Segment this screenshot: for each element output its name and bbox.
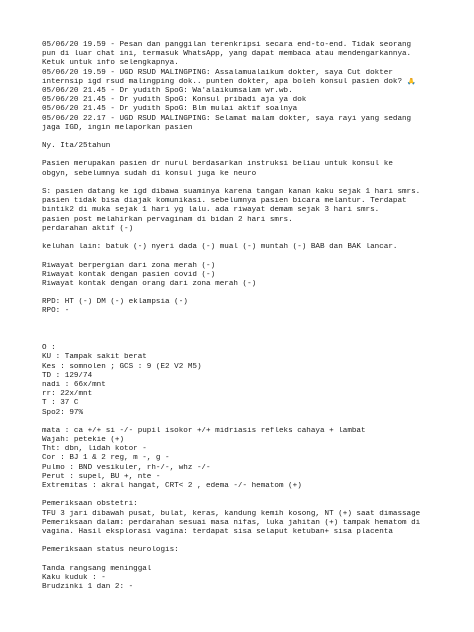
meningeal-signs-line: Kaku kuduk : - bbox=[42, 573, 106, 582]
objective-line: O : bbox=[42, 344, 56, 353]
paragraph-gap bbox=[42, 179, 458, 188]
neuro-exam-line: Pemeriksaan status neurologis: bbox=[42, 546, 179, 555]
chat-line: 05/06/20 21.45 - Dr yudith SpoG: Konsul pribadi aja ya dok bbox=[42, 96, 307, 105]
physical-exam-line: Perut : supel, BU +, nte - bbox=[42, 472, 161, 481]
chat-line: 05/06/20 22.17 - UGD RSUD MALINGPING: Selamat malam dokter, saya rayi yang sedang bbox=[42, 114, 412, 123]
spacer-section bbox=[42, 326, 458, 335]
chat-line: pun di luar chat ini, termasuk WhatsApp, yang dapat membaca atau mendengarkannya. bbox=[42, 50, 412, 59]
objective-line: nadi : 66x/mnt bbox=[42, 380, 106, 389]
objective-line: KU : Tampak sakit berat bbox=[42, 353, 147, 362]
paragraph-gap bbox=[42, 234, 458, 243]
subjective-line: perdarahan aktif (-) bbox=[42, 224, 134, 233]
exposure-history-line: Riwayat berpergian dari zona merah (-) bbox=[42, 261, 216, 270]
paragraph-gap bbox=[42, 491, 458, 500]
chat-line: internsip igd rsud malingping dok.. punten dokter, apa boleh konsul pasien dok? 🙏 bbox=[42, 77, 417, 86]
meningeal-signs-section bbox=[42, 565, 458, 593]
physical-exam-line: Pulmo : BND vesikuler, rh-/-, whz -/- bbox=[42, 463, 211, 472]
chat-line: Ketuk untuk info selengkapnya. bbox=[42, 59, 179, 68]
objective-line: Spo2: 97% bbox=[42, 408, 84, 417]
exposure-history-line: Riwayat kontak dengan pasien covid (-) bbox=[42, 270, 216, 279]
meningeal-signs-line: Brudzinki 1 dan 2: - bbox=[42, 583, 134, 592]
physical-exam-line: Wajah: petekie (+) bbox=[42, 436, 125, 445]
objective-line: TD : 129/74 bbox=[42, 371, 93, 380]
physical-exam-line: mata : ca +/+ si -/- pupil isokor +/+ midriasis refleks cahaya + lambat bbox=[42, 426, 366, 435]
obstetric-exam-line: TFU 3 jari dibawah pusat, bulat, keras, kandung kemih kosong, NT (+) saat dimassage bbox=[42, 509, 421, 518]
paragraph-gap bbox=[42, 335, 458, 344]
objective-line: Kes : somnolen ; GCS : 9 (E2 V2 M5) bbox=[42, 362, 202, 371]
subjective-line: bintik2 di muka sejak 1 hari yg lalu. ada riwayat demam sejak 3 hari smrs. bbox=[42, 206, 380, 215]
past-history-line: RPD: HT (-) DM (-) eklampsia (-) bbox=[42, 298, 188, 307]
paragraph-gap bbox=[42, 556, 458, 565]
chat-section bbox=[42, 41, 458, 133]
objective-line: rr: 22x/mnt bbox=[42, 390, 93, 399]
neuro-exam-section bbox=[42, 546, 458, 555]
background-section bbox=[42, 160, 458, 178]
spacer-line bbox=[42, 326, 458, 335]
other-complaints-line: keluhan lain: batuk (-) nyeri dada (-) mual (-) muntah (-) BAB dan BAK lancar. bbox=[42, 243, 398, 252]
objective-line: T : 37 C bbox=[42, 399, 79, 408]
past-history-line: RPO: - bbox=[42, 307, 70, 316]
obstetric-exam-line: Pemeriksaan obstetri: bbox=[42, 500, 138, 509]
patient-line: Ny. Ita/25tahun bbox=[42, 142, 111, 151]
chat-line: jaga IGD, ingin melaporkan pasien bbox=[42, 123, 193, 132]
patient-section bbox=[42, 142, 458, 151]
exposure-history-section bbox=[42, 262, 458, 290]
paragraph-gap bbox=[42, 252, 458, 261]
subjective-line: S: pasien datang ke igd dibawa suaminya karena tangan kanan kaku sejak 1 hari smrs. bbox=[42, 188, 421, 196]
physical-exam-line: Cor : BJ 1 & 2 reg, m -, g - bbox=[42, 454, 170, 463]
meningeal-signs-line: Tanda rangsang meninggal bbox=[42, 564, 152, 573]
subjective-line: pasien post melahirkan pervaginam di bidan 2 hari smrs. bbox=[42, 215, 293, 224]
physical-exam-line: Tht: dbn, lidah kotor - bbox=[42, 445, 147, 454]
background-line: Pasien merupakan pasien dr nurul berdasarkan instruksi beliau untuk konsul ke bbox=[42, 160, 393, 169]
paragraph-gap bbox=[42, 537, 458, 546]
exposure-history-line: Riwayat kontak dengan orang dari zona merah (-) bbox=[42, 279, 257, 288]
background-line: obgyn, sebelumnya sudah di konsul juga ke neuro bbox=[42, 169, 257, 178]
objective-section bbox=[42, 344, 458, 418]
paragraph-gap bbox=[42, 151, 458, 160]
chat-line: 05/06/20 19.59 - Pesan dan panggilan terenkripsi secara end-to-end. Tidak seorang bbox=[42, 41, 412, 49]
paragraph-gap bbox=[42, 317, 458, 326]
physical-exam-line: Extremitas : akral hangat, CRT< 2 , edema -/- hematom (+) bbox=[42, 482, 302, 490]
paragraph-gap bbox=[42, 133, 458, 142]
chat-line: 05/06/20 19.59 - UGD RSUD MALINGPING: Assalamualaikum dokter, saya Cut dokter bbox=[42, 68, 393, 77]
physical-exam-section bbox=[42, 427, 458, 491]
chat-line: 05/06/20 21.45 - Dr yudith SpoG: Blm mulai aktif soalnya bbox=[42, 105, 298, 114]
obstetric-exam-line: vagina. Hasil eksplorasi vagina: terdapat sisa selaput ketuban+ sisa placenta bbox=[42, 527, 393, 536]
past-history-section bbox=[42, 298, 458, 316]
other-complaints-section bbox=[42, 243, 458, 252]
obstetric-exam-section bbox=[42, 500, 458, 537]
subjective-line: pasien tidak bisa diajak komunikasi. sebelumnya pasien bicara melantur. Terdapat bbox=[42, 197, 407, 206]
subjective-section bbox=[42, 188, 458, 234]
paragraph-gap bbox=[42, 289, 458, 298]
chat-line: 05/06/20 21.45 - Dr yudith SpoG: Wa'alaikumsalam wr.wb. bbox=[42, 86, 293, 95]
paragraph-gap bbox=[42, 418, 458, 427]
obstetric-exam-line: Pemeriksaan dalam: perdarahan sesuai masa nifas, luka jahitan (+) tampak hematom di bbox=[42, 518, 421, 527]
